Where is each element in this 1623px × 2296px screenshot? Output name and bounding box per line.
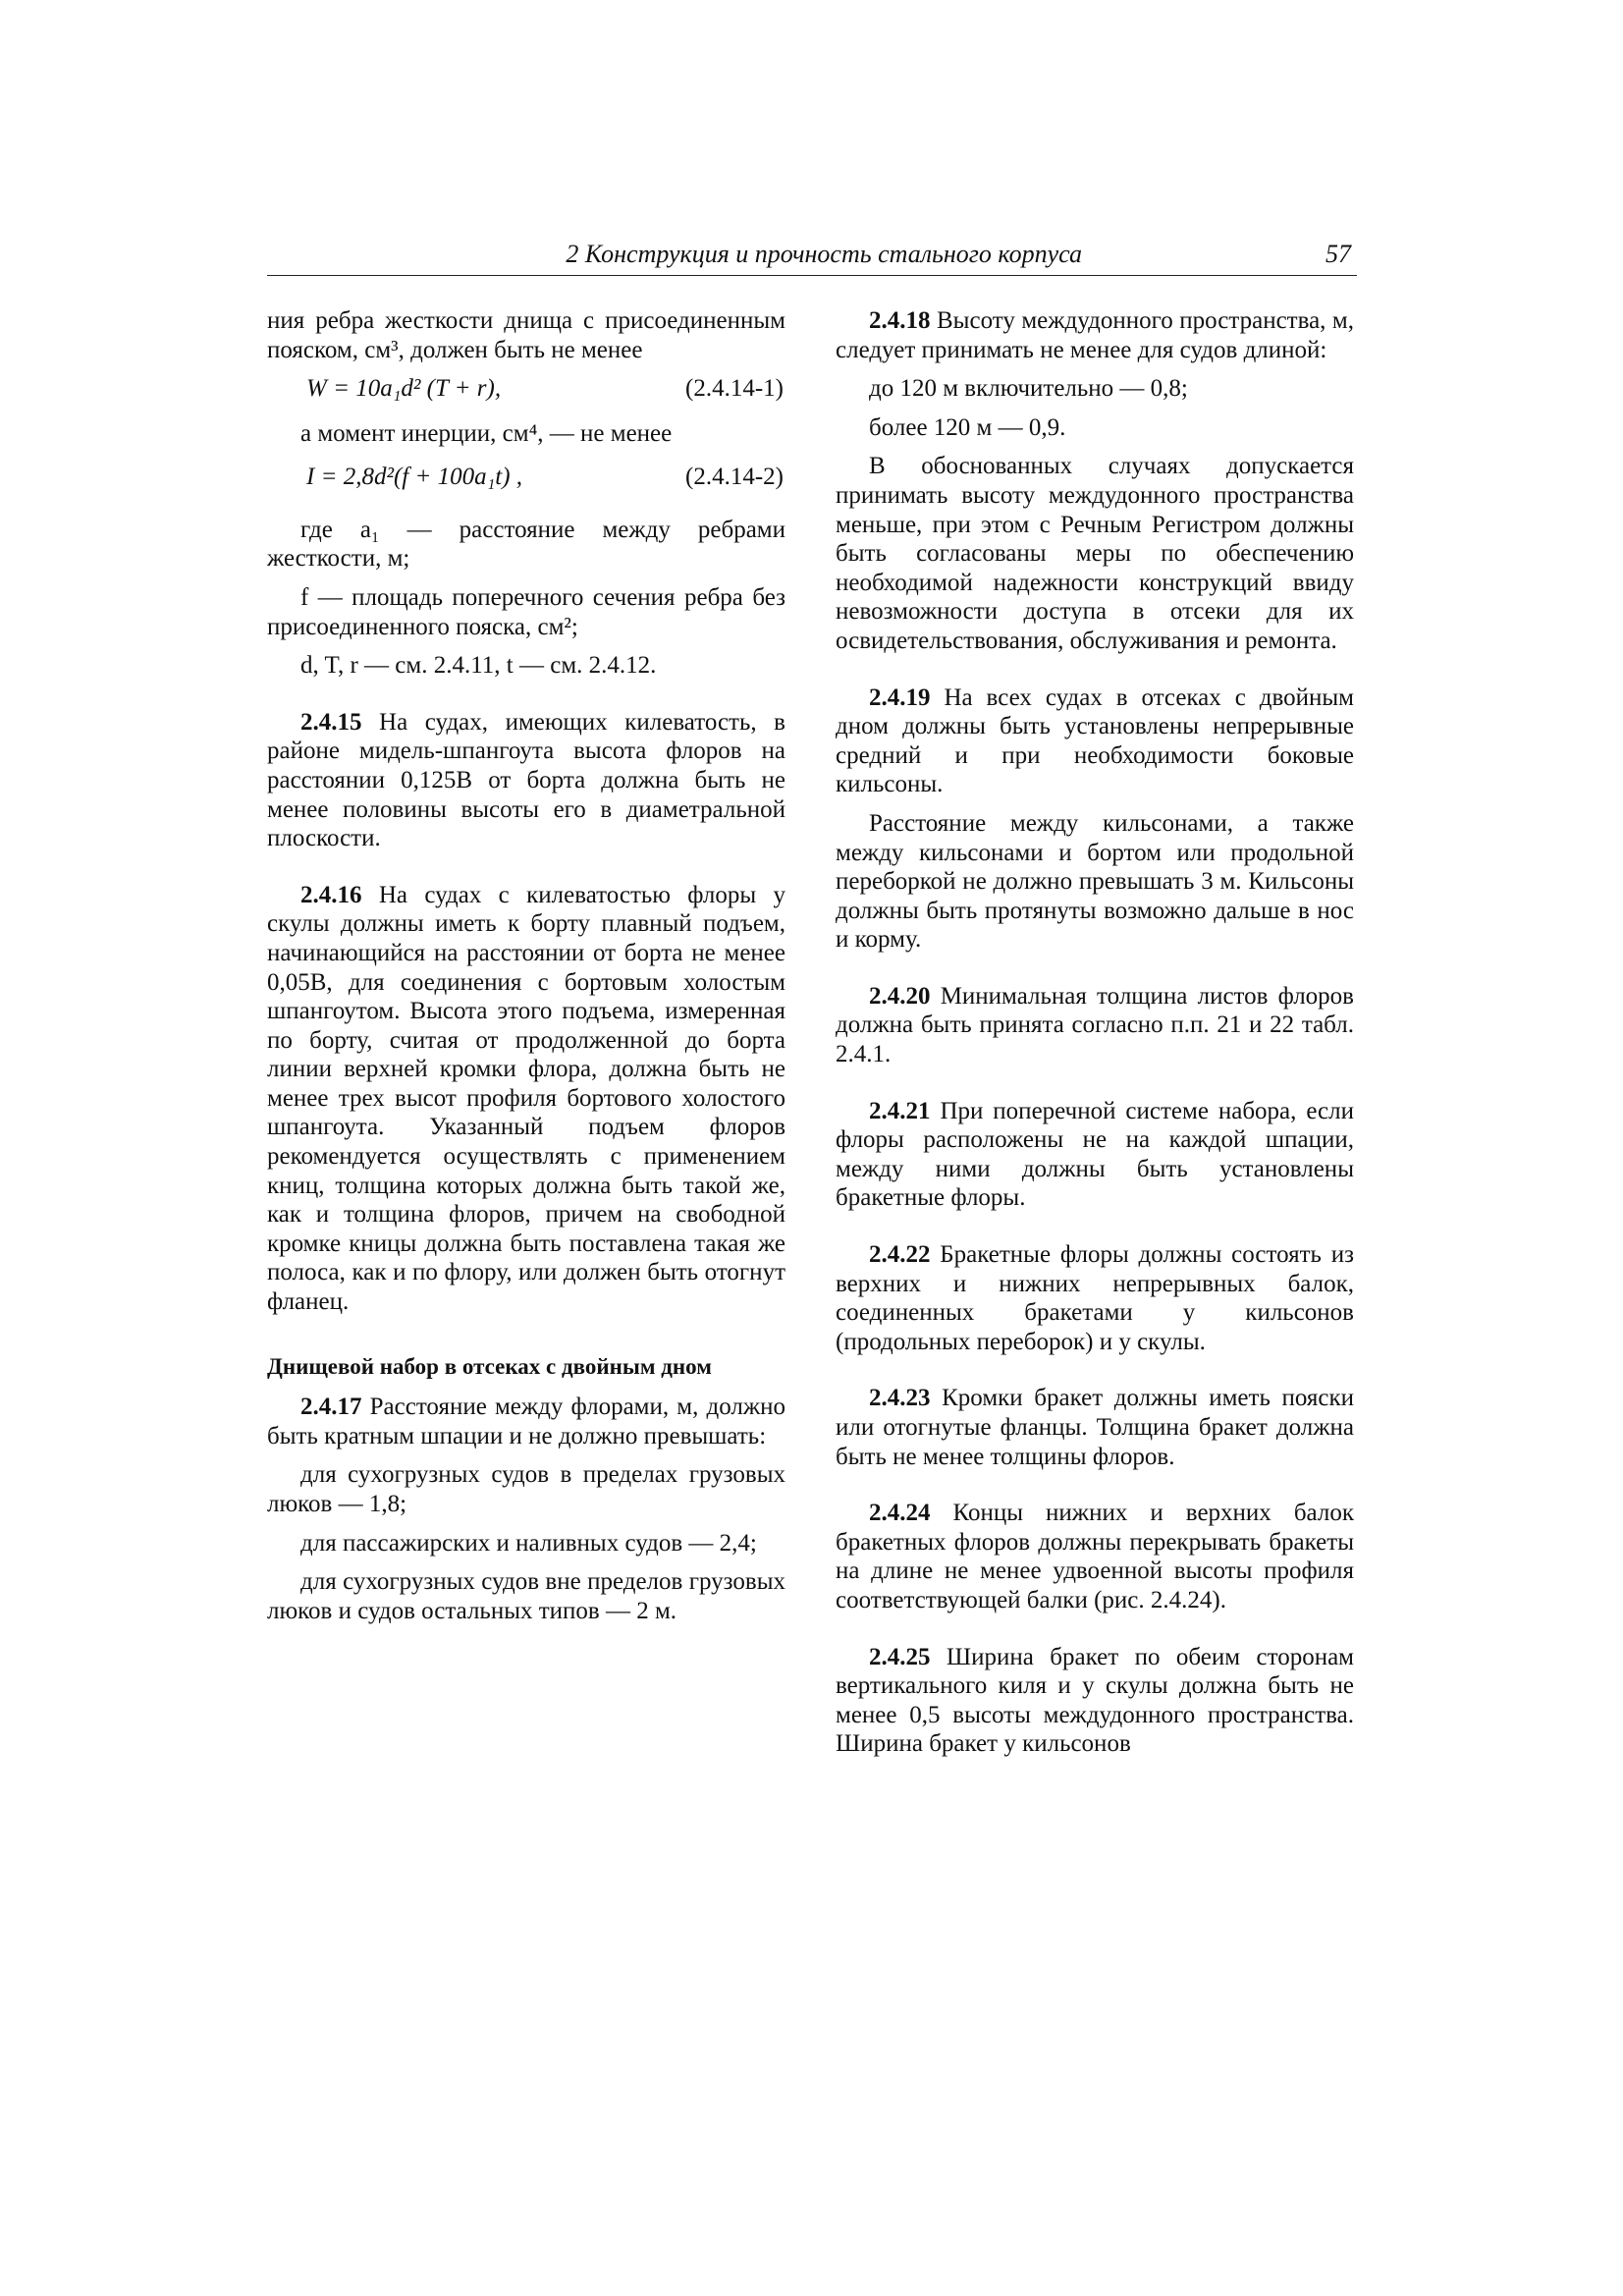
list-item: для сухогрузных судов в пределах грузовых люков — 1,8;: [267, 1461, 785, 1517]
clause-number: 2.4.24: [869, 1500, 931, 1527]
left-column: [267, 306, 785, 1635]
formula-reference: (2.4.14-1): [685, 375, 784, 403]
header-title: 2 Конструкция и прочность стального корпуса: [566, 240, 1082, 268]
paragraph-2-4-18-extra: В обоснованных случаях допускается принимать высоту междудонного пространства меньше, при этом с Речным Регистром должны быть согласованы меры по обеспечению необходимой надежности конструкций ввиду невозможности доступа в отсеки для их освидетельствования, обслуживания и ремонта.: [836, 453, 1354, 654]
definition-f: f — площадь поперечного сечения ребра без присоединенного пояска, см²;: [267, 583, 785, 640]
clause-text: На судах с килеватостью флоры у скулы должны иметь к борту плавный подъем, начинающийся на расстоянии от борта не менее 0,05B, для соединения с бортовым холостым шпангоутом. Высота этого подъема, измеренная по борту, считая от продолженной до борта линии верхней кромки флора, должна быть не менее трех высот профиля бортового холостого шпангоута. Указанный подъем флоров рекомендуется осуществлять с применением книц, толщина которых должна быть такой же, как и толщина флоров, причем на свободной кромке кницы должна быть поставлена такая же полоса, как и по флору, или должен быть отогнут фланец.: [267, 881, 785, 1316]
clause-text: Расстояние между флорами, м, должно быть кратным шпации и не должно превышать:: [267, 1394, 785, 1449]
paragraph-inertia: а момент инерции, см⁴, — не менее: [300, 420, 673, 448]
clause-number: 2.4.20: [869, 982, 931, 1010]
list-item: более 120 м — 0,9.: [869, 413, 1066, 441]
clause-text: Ширина бракет по обеим сторонам вертикального киля и у скулы должна быть не менее 0,5 высоты междудонного пространства. Ширина бракет у кильсонов: [836, 1643, 1354, 1758]
clause-text: Концы нижних и верхних балок бракетных флоров должны перекрывать бракеты на длине не менее удвоенной высоты профиля соответствующей балки (рис. 2.4.24).: [836, 1500, 1354, 1613]
list-item: для пассажирских и наливных судов — 2,4;: [300, 1529, 757, 1557]
list-item: для сухогрузных судов вне пределов грузовых люков и судов остальных типов — 2 м.: [267, 1568, 785, 1624]
clause-2-4-16: [267, 881, 785, 1317]
clause-2-4-17: [267, 1393, 785, 1450]
clause-2-4-22: [836, 1240, 1354, 1356]
formula-reference: (2.4.14-2): [685, 463, 784, 490]
clause-text: Кромки бракет должны иметь пояски или отогнутые фланцы. Толщина бракет должна быть не менее толщины флоров.: [836, 1385, 1354, 1470]
clause-text: При поперечной системе набора, если флоры расположены не на каждой шпации, между ними должны быть установлены бракетные флоры.: [836, 1097, 1354, 1212]
clause-text: Бракетные флоры должны состоять из верхних и нижних непрерывных балок, соединенных бракетами у кильсонов (продольных переборок) и у скулы.: [836, 1241, 1354, 1355]
clause-number: 2.4.16: [300, 881, 362, 908]
clause-2-4-15: [267, 708, 785, 853]
formula-expression: W = 10a₁d² (T + r),: [306, 375, 502, 403]
clause-number: 2.4.19: [869, 683, 931, 711]
section-subheading: Днищевой набор в отсеках с двойным дном: [267, 1353, 712, 1379]
right-column: [836, 306, 1354, 1769]
page-number: 57: [1325, 240, 1351, 268]
paragraph-2-4-19-extra: Расстояние между кильсонами, а также между кильсонами и бортом или продольной переборкой не должно превышать 3 м. Кильсоны должны быть протянуты возможно дальше в нос и корму.: [836, 809, 1354, 954]
clause-text: На судах, имеющих килеватость, в районе мидель-шпангоута высота флоров на расстоянии 0,125B от борта должна быть не менее половины высоты его в диаметральной плоскости.: [267, 708, 785, 852]
list-item: до 120 м включительно — 0,8;: [869, 375, 1188, 403]
definition-d: d, T, r — см. 2.4.11, t — см. 2.4.12.: [300, 652, 657, 680]
clause-number: 2.4.23: [869, 1385, 931, 1412]
clause-text: Минимальная толщина листов флоров должна быть принята согласно п.п. 21 и 22 табл. 2.4.1.: [836, 982, 1354, 1068]
clause-number: 2.4.22: [869, 1241, 931, 1269]
clause-2-4-24: [836, 1499, 1354, 1614]
clause-number: 2.4.18: [869, 307, 931, 334]
clause-2-4-18: [836, 306, 1354, 364]
clause-2-4-20: [836, 982, 1354, 1069]
clause-text: Высоту междудонного пространства, м, следует принимать не менее для судов длиной:: [836, 307, 1354, 363]
clause-number: 2.4.21: [869, 1097, 931, 1124]
formula-expression: I = 2,8d²(f + 100a₁t) ,: [306, 463, 523, 490]
paragraph-intro: ния ребра жесткости днища с присоединенным пояском, см³, должен быть не менее: [267, 307, 785, 363]
clause-2-4-19: [836, 683, 1354, 799]
formula-2-4-14-1: [267, 374, 785, 408]
clause-2-4-25: [836, 1643, 1354, 1759]
clause-number: 2.4.15: [300, 708, 362, 736]
running-header: [267, 240, 1357, 276]
definition-a1: где a₁ — расстояние между ребрами жесткости, м;: [267, 516, 785, 573]
clause-text: На всех судах в отсеках с двойным дном должны быть установлены непрерывные средний и при необходимости боковые кильсоны.: [836, 683, 1354, 798]
clause-number: 2.4.17: [300, 1394, 362, 1421]
clause-2-4-21: [836, 1097, 1354, 1213]
clause-number: 2.4.25: [869, 1643, 931, 1670]
formula-2-4-14-2: [267, 463, 785, 496]
clause-2-4-23: [836, 1384, 1354, 1471]
